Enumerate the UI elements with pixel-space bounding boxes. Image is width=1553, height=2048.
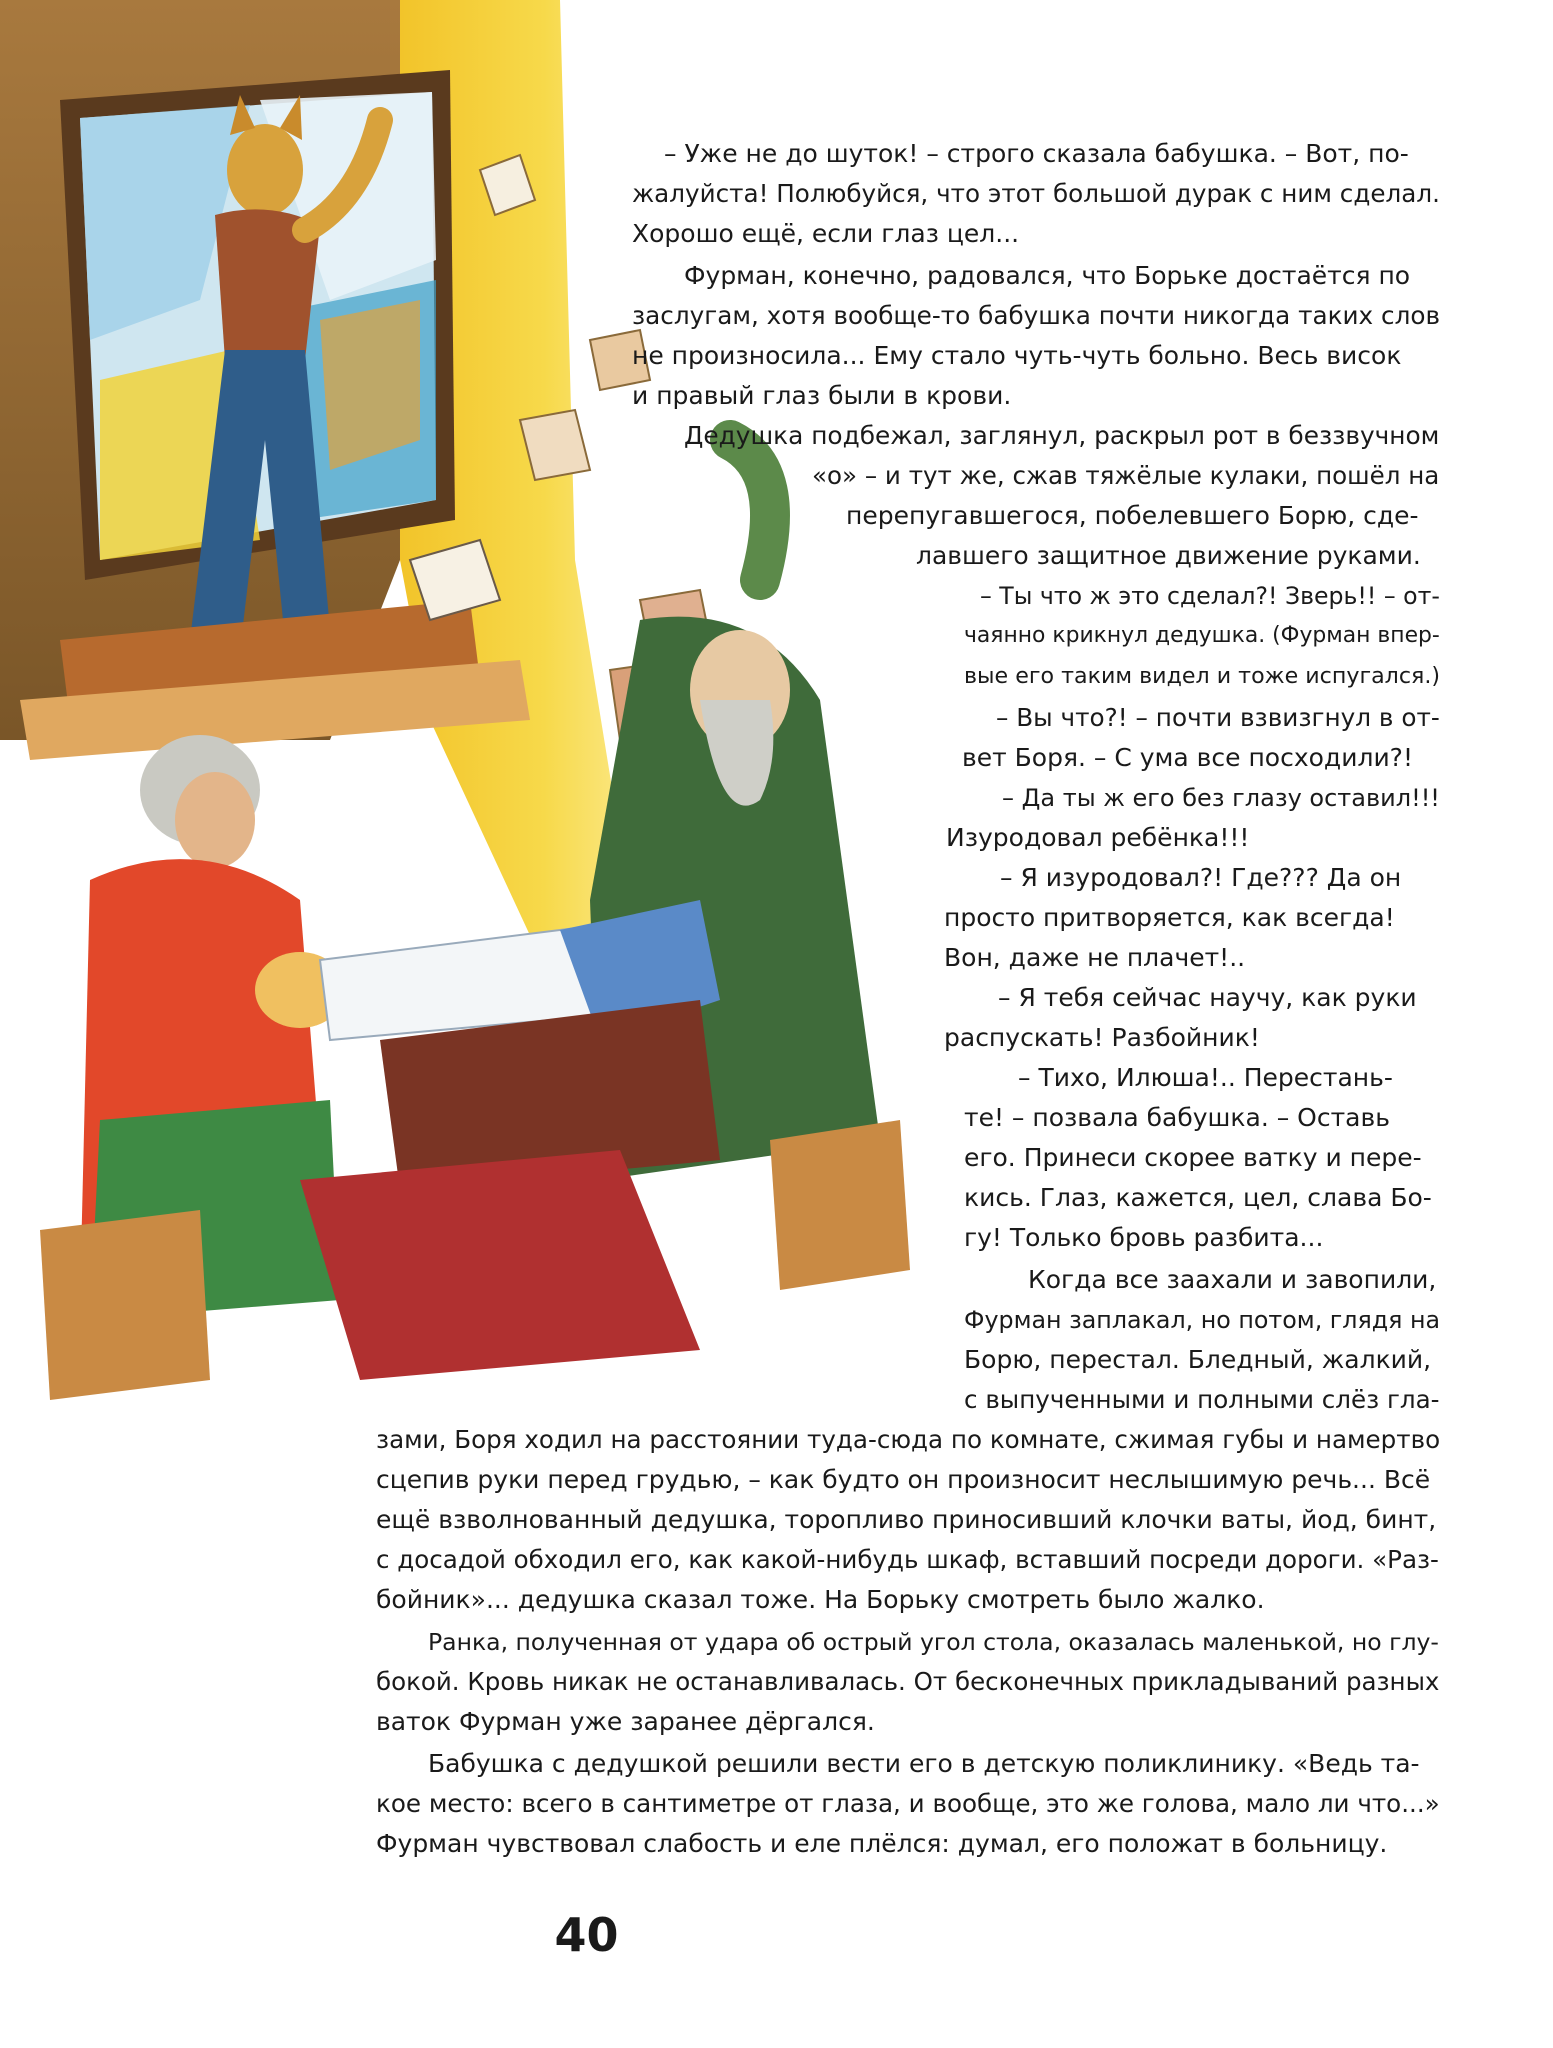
text-line: сцепив руки перед грудью, – как будто он произносит неслышимую речь... Всё: [376, 1465, 1431, 1494]
text-line: – Вы что?! – почти взвизгнул в от-: [996, 703, 1440, 732]
text-line: – Тихо, Илюша!.. Перестань-: [1018, 1063, 1393, 1092]
text-line: зами, Боря ходил на расстоянии туда-сюда по комнате, сжимая губы и намертво: [376, 1425, 1441, 1454]
text-line: и правый глаз были в крови.: [632, 381, 1012, 410]
text-line: Борю, перестал. Бледный, жалкий,: [964, 1345, 1432, 1374]
text-line: Фурман чувствовал слабость и еле плёлся: думал, его положат в больницу.: [376, 1829, 1388, 1858]
text-line: бойник»... дедушка сказал тоже. На Борьку смотреть было жалко.: [376, 1585, 1265, 1614]
text-line: гу! Только бровь разбита...: [964, 1223, 1324, 1252]
text-line: с досадой обходил его, как какой-нибудь шкаф, вставший посреди дороги. «Раз-: [376, 1545, 1439, 1574]
text-line: Вон, даже не плачет!..: [944, 943, 1246, 972]
text-line: кись. Глаз, кажется, цел, слава Бо-: [964, 1183, 1432, 1212]
text-line: – Да ты ж его без глазу оставил!!!: [1002, 784, 1440, 812]
text-line: заслугам, хотя вообще-то бабушка почти никогда таких слов: [632, 301, 1441, 330]
text-line: Ранка, полученная от удара об острый угол стола, оказалась маленькой, но глу-: [428, 1628, 1439, 1656]
text-line: Когда все заахали и завопили,: [1028, 1265, 1437, 1294]
text-line: – Уже не до шуток! – строго сказала бабушка. – Вот, по-: [664, 139, 1409, 168]
text-line: Изуродовал ребёнка!!!: [946, 823, 1250, 852]
text-line: вет Боря. – С ума все посходили?!: [962, 743, 1413, 772]
text-line: – Я изуродовал?! Где??? Да он: [1000, 863, 1402, 892]
text-line: не произносила... Ему стало чуть-чуть больно. Весь висок: [632, 341, 1402, 370]
text-line: Бабушка с дедушкой решили вести его в детскую поликлинику. «Ведь та-: [428, 1749, 1420, 1778]
text-line: – Я тебя сейчас научу, как руки: [998, 983, 1417, 1012]
text-line: бокой. Кровь никак не останавливалась. От бесконечных прикладываний разных: [376, 1667, 1440, 1696]
text-line: распускать! Разбойник!: [944, 1023, 1260, 1052]
text-line: жалуйста! Полюбуйся, что этот большой дурак с ним сделал.: [632, 179, 1440, 208]
text-line: его. Принеси скорее ватку и пере-: [964, 1143, 1422, 1172]
text-line: те! – позвала бабушка. – Оставь: [964, 1103, 1390, 1132]
text-line: с выпученными и полными слёз гла-: [964, 1385, 1440, 1414]
text-line: «о» – и тут же, сжав тяжёлые кулаки, пошёл на: [812, 461, 1440, 490]
text-line: ваток Фурман уже заранее дёргался.: [376, 1707, 875, 1736]
text-line: Фурман, конечно, радовался, что Борьке достаётся по: [684, 261, 1411, 290]
text-line: перепугавшегося, побелевшего Борю, сде-: [846, 501, 1419, 530]
text-line: ещё взволнованный дедушка, торопливо приносивший клочки ваты, йод, бинт,: [376, 1505, 1437, 1534]
text-line: вые его таким видел и тоже испугался.): [964, 663, 1441, 689]
text-line: – Ты что ж это сделал?! Зверь!! – от-: [980, 582, 1440, 610]
text-line: просто притворяется, как всегда!: [944, 903, 1395, 932]
text-line: Дедушка подбежал, заглянул, раскрыл рот в беззвучном: [684, 421, 1440, 450]
page-number: 40: [554, 1908, 619, 1962]
text-line: кое место: всего в сантиметре от глаза, и вообще, это же голова, мало ли что...»: [376, 1789, 1440, 1818]
text-line: лавшего защитное движение руками.: [916, 541, 1421, 570]
text-line: Хорошо ещё, если глаз цел...: [632, 219, 1020, 248]
text-line: чаянно крикнул дедушка. (Фурман впер-: [964, 623, 1440, 648]
boy-head: [227, 124, 303, 216]
text-line: Фурман заплакал, но потом, глядя на: [964, 1306, 1441, 1334]
